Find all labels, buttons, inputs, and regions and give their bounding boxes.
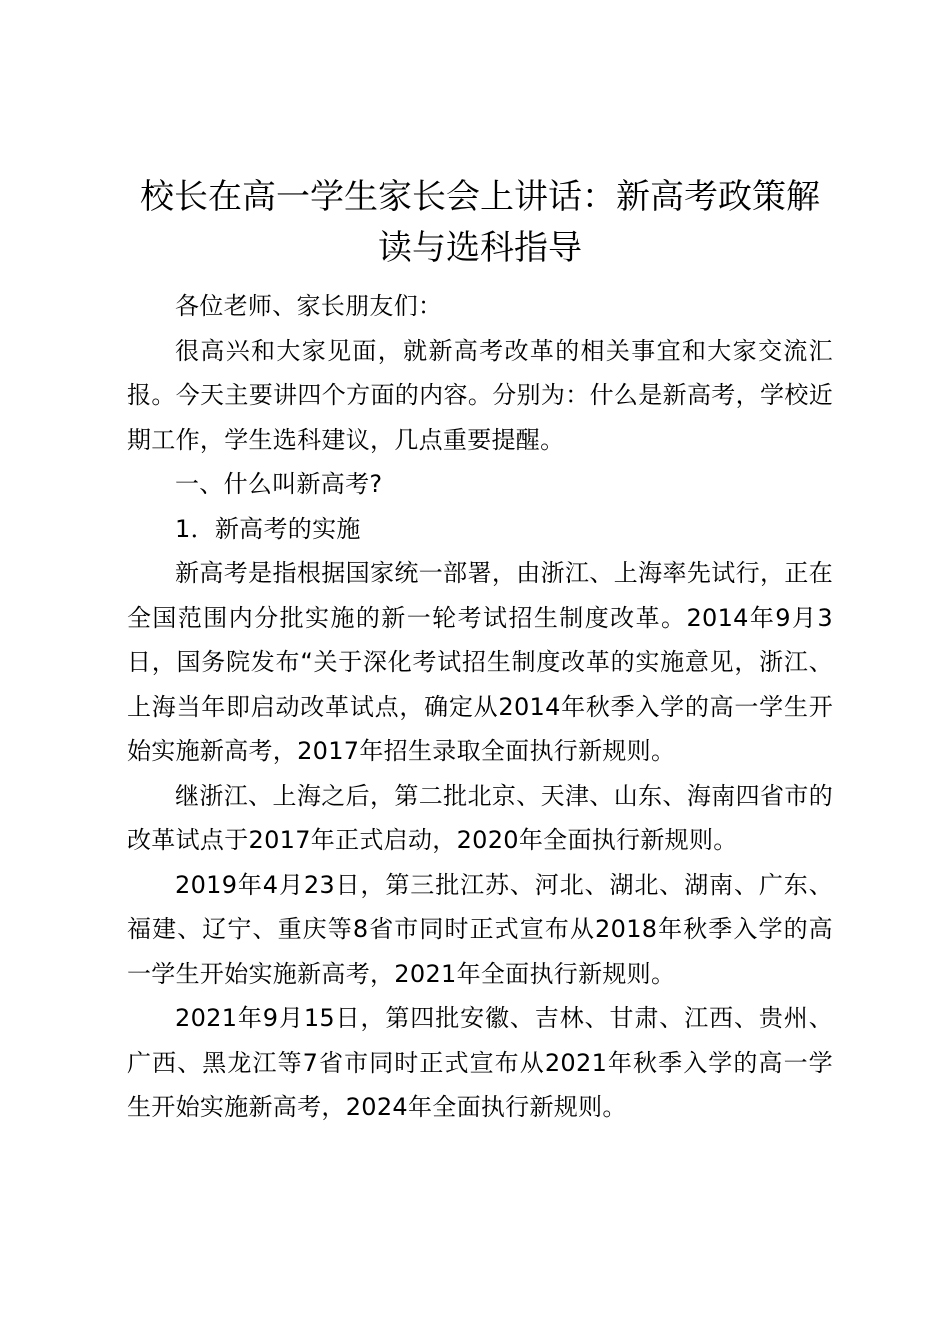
body-paragraph: 2019年4月23日，第三批江苏、河北、湖北、湖南、广东、福建、辽宁、重庆等8省市同时正式宣布从2018年秋季入学的高一学生开始实施新高考，2021年全面执行新规则。 bbox=[127, 870, 833, 988]
section-heading: 一、什么叫新高考? bbox=[175, 470, 383, 498]
document-title: 校长在高一学生家长会上讲话：新高考政策解读与选科指导 bbox=[140, 177, 820, 268]
body-paragraph: 新高考是指根据国家统一部署，由浙江、上海率先试行，正在全国范围内分批实施的新一轮考试招生制度改革。2014年9月3日，国务院发布“关于深化考试招生制度改革的实施意见，浙江、上海当年即启动改革试点，确定从2014年秋季入学的高一学生开始实施新高考，2017年招生录取全面执行新规则。 bbox=[127, 559, 833, 765]
body-paragraph: 2021年9月15日，第四批安徽、吉林、甘肃、江西、贵州、广西、黑龙江等7省市同时正式宣布从2021年秋季入学的高一学生开始实施新高考，2024年全面执行新规则。 bbox=[127, 1004, 833, 1121]
subsection-heading: 1．新高考的实施 bbox=[175, 514, 361, 543]
document-body bbox=[127, 172, 833, 1130]
salutation-paragraph: 各位老师、家长朋友们： bbox=[175, 292, 443, 320]
intro-paragraph: 很高兴和大家见面，就新高考改革的相关事宜和大家交流汇报。今天主要讲四个方面的内容。分别为：什么是新高考，学校近期工作，学生选科建议，几点重要提醒。 bbox=[127, 336, 833, 454]
body-paragraph: 继浙江、上海之后，第二批北京、天津、山东、海南四省市的改革试点于2017年正式启动，2020年全面执行新规则。 bbox=[127, 781, 833, 854]
